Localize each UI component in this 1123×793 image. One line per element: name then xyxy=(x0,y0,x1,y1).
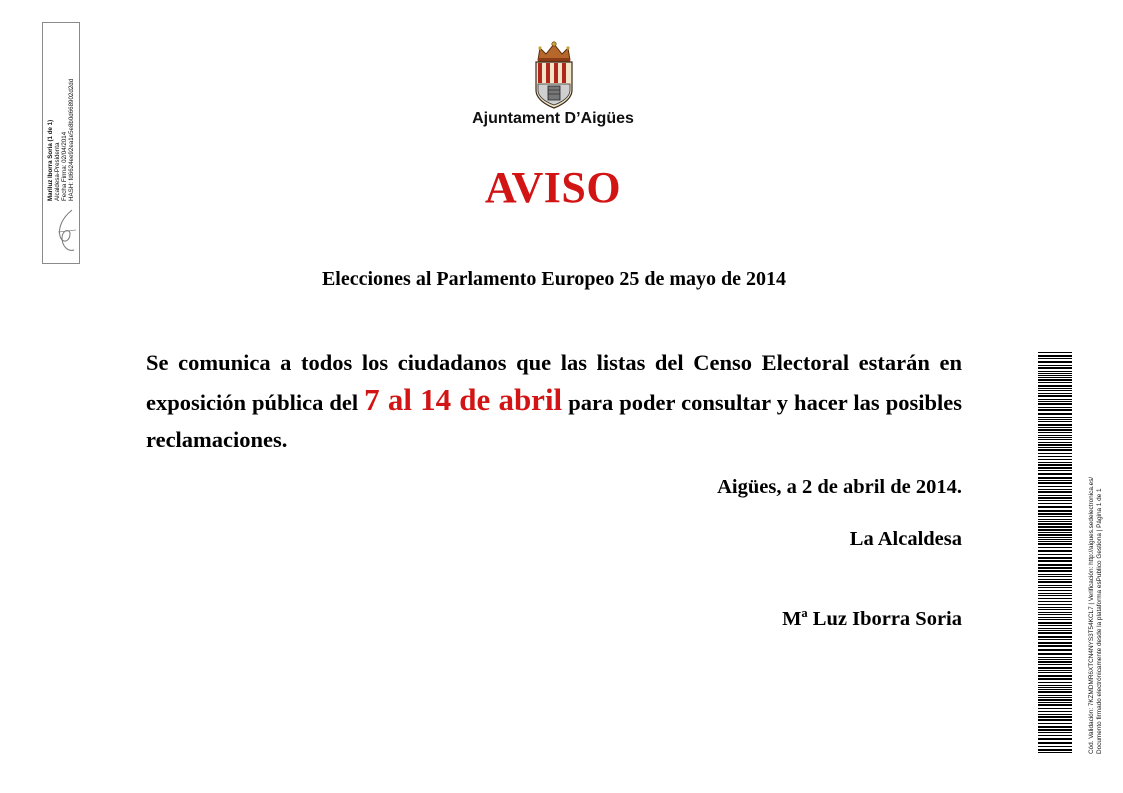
barcode-bar xyxy=(1038,407,1072,408)
barcode-bar xyxy=(1038,672,1072,673)
barcode-bar xyxy=(1038,704,1072,706)
barcode-bar xyxy=(1038,500,1072,501)
barcode-bar xyxy=(1038,667,1072,669)
barcode-bar xyxy=(1038,585,1072,586)
barcode-bar xyxy=(1038,567,1072,569)
barcode-bar xyxy=(1038,675,1072,677)
barcode-bar xyxy=(1038,526,1072,528)
barcode-bar xyxy=(1038,506,1072,508)
barcode-bar xyxy=(1038,467,1072,469)
barcode-bar xyxy=(1038,365,1072,366)
barcode-bar xyxy=(1038,367,1072,369)
barcode-bar xyxy=(1038,699,1072,701)
barcode-bar xyxy=(1038,697,1072,698)
barcode-bar xyxy=(1038,395,1072,397)
place-date-line: Aigües, a 2 de abril de 2014. xyxy=(717,476,962,498)
barcode-bar xyxy=(1038,447,1072,448)
signatory-name: Mª Luz Iborra Soria xyxy=(782,608,962,630)
barcode-bar xyxy=(1038,491,1072,493)
validation-code-line: Cód. Validación: 7KZMDMR6XTCN4NYS3T54KCL7 | Verificación: http://aigues.sedelectronica.es/ xyxy=(1088,476,1095,754)
barcode-bar xyxy=(1038,409,1072,411)
barcode-bar xyxy=(1038,456,1072,457)
barcode-bar xyxy=(1038,495,1072,496)
barcode-bar xyxy=(1038,388,1072,389)
barcode-bar xyxy=(1038,576,1072,577)
barcode-bar xyxy=(1038,564,1072,566)
barcode-bar xyxy=(1038,486,1072,487)
barcode-bar xyxy=(1038,645,1072,647)
signature-hash-line: HASH: fd6624ee92ea1e5e8b0d668902d2dd xyxy=(68,78,76,201)
barcode-bar xyxy=(1038,689,1072,690)
barcode-bar xyxy=(1038,554,1072,555)
handwritten-signature xyxy=(52,206,80,256)
signature-stamp-text xyxy=(43,25,79,201)
barcode-bar xyxy=(1038,723,1072,724)
barcode-bar xyxy=(1038,661,1072,663)
barcode-bar xyxy=(1038,708,1072,709)
barcode-bar xyxy=(1038,523,1072,525)
barcode-bar xyxy=(1038,630,1072,631)
election-heading: Elecciones al Parlamento Europeo 25 de mayo de 2014 xyxy=(321,268,787,290)
barcode-bar xyxy=(1038,560,1072,562)
barcode-bar xyxy=(1038,503,1072,504)
barcode-bar xyxy=(1038,587,1072,588)
barcode-bar xyxy=(1038,639,1072,640)
barcode-bar xyxy=(1038,382,1072,383)
signature-date-line: Fecha Firma: 02/04/2014 xyxy=(61,131,68,201)
barcode-bar xyxy=(1038,534,1072,536)
barcode-bar xyxy=(1038,695,1072,696)
barcode-bar xyxy=(1038,622,1072,624)
barcode-bar xyxy=(1038,510,1072,512)
barcode-bar xyxy=(1038,437,1072,438)
barcode-bar xyxy=(1038,581,1072,583)
barcode-bar xyxy=(1038,649,1072,651)
notice-body xyxy=(146,344,962,458)
barcode-bar xyxy=(1038,670,1072,671)
barcode-bar xyxy=(1038,653,1072,655)
barcode-bar xyxy=(1038,355,1072,357)
barcode-bar xyxy=(1038,470,1072,471)
barcode-bar xyxy=(1038,636,1072,638)
platform-info-line: Documento firmado electrónicamente desde la plataforma esPublico Gestiona | Página 1 de 1 xyxy=(1095,488,1103,754)
barcode-bar xyxy=(1038,521,1072,522)
barcode-bar xyxy=(1038,598,1072,599)
barcode-bar xyxy=(1038,593,1072,594)
barcode-bar xyxy=(1038,682,1072,683)
barcode-bar xyxy=(1038,550,1072,552)
barcode-bar xyxy=(1038,657,1072,658)
barcode-bar xyxy=(1038,714,1072,715)
barcode-bar xyxy=(1038,377,1072,378)
municipality-name: Ajuntament D’Aigües xyxy=(472,110,634,127)
barcode-bar xyxy=(1038,429,1072,431)
barcode-bar xyxy=(1038,427,1072,428)
barcode-bar xyxy=(1038,617,1072,618)
barcode-bar xyxy=(1038,519,1072,520)
barcode-bar xyxy=(1038,419,1072,420)
barcode-bar xyxy=(1038,442,1072,443)
barcode-bar xyxy=(1038,632,1072,634)
barcode-bar xyxy=(1038,628,1072,629)
notice-body-text-start: Se comunica a todos los ciudadanos que las listas del Censo Electoral estarán en exposición pública del xyxy=(146,350,962,415)
barcode-bar xyxy=(1038,477,1072,479)
notice-title: AVISO xyxy=(484,163,622,212)
barcode-bar xyxy=(1038,687,1072,688)
barcode-bar xyxy=(1038,393,1072,394)
notice-body-text-end: para poder consultar y hacer las posibles reclamaciones. xyxy=(146,390,962,452)
barcode-bar xyxy=(1038,361,1072,363)
barcode-bar xyxy=(1038,435,1072,436)
barcode-bar xyxy=(1038,619,1072,620)
barcode-bar xyxy=(1038,482,1072,484)
barcode-bar xyxy=(1038,612,1072,613)
barcode-bar xyxy=(1038,604,1072,605)
barcode-bar xyxy=(1038,459,1072,460)
signer-line: Mariluz Iborra Soria (1 de 1) xyxy=(46,119,54,201)
barcode-bar xyxy=(1038,373,1072,374)
barcode-bar xyxy=(1038,417,1072,418)
barcode-bar xyxy=(1038,371,1072,372)
barcode-bar xyxy=(1038,385,1072,387)
barcode-bar xyxy=(1038,532,1072,533)
barcode-bar xyxy=(1038,401,1072,402)
barcode-bar xyxy=(1038,570,1072,572)
barcode-bar xyxy=(1038,746,1072,747)
barcode-bar xyxy=(1038,352,1072,353)
barcode-bar xyxy=(1038,537,1072,538)
barcode-bar xyxy=(1038,732,1072,733)
barcode-bar xyxy=(1038,480,1072,481)
barcode-bar xyxy=(1038,711,1072,712)
barcode-bar xyxy=(1038,421,1072,422)
barcode-bar xyxy=(1038,752,1072,753)
barcode-bar xyxy=(1038,614,1072,615)
barcode-bar xyxy=(1038,601,1072,602)
signatory-role: La Alcaldesa xyxy=(849,528,962,550)
barcode-bar xyxy=(1038,738,1072,740)
barcode-bar xyxy=(1038,473,1072,475)
barcode-bar xyxy=(1038,453,1072,454)
barcode-bar xyxy=(1038,607,1072,608)
barcode-icon xyxy=(1038,352,1072,754)
barcode-bar xyxy=(1038,449,1072,451)
barcode-bar xyxy=(1038,702,1072,703)
signer-role-line: Alcaldesa-Presidenta xyxy=(53,142,61,201)
barcode-bar xyxy=(1038,574,1072,575)
barcode-bar xyxy=(1038,529,1072,531)
barcode-bar xyxy=(1038,413,1072,415)
barcode-bar xyxy=(1038,432,1072,433)
barcode-bar xyxy=(1038,716,1072,718)
barcode-bar xyxy=(1038,379,1072,381)
barcode-bar xyxy=(1038,543,1072,545)
barcode-bar xyxy=(1038,729,1072,731)
barcode-bar xyxy=(1038,462,1072,463)
barcode-bar xyxy=(1038,399,1072,400)
barcode-bar xyxy=(1038,735,1072,736)
barcode-bar xyxy=(1038,742,1072,744)
barcode-bar xyxy=(1038,726,1072,728)
barcode-bar xyxy=(1038,749,1072,751)
barcode-bar xyxy=(1038,659,1072,660)
barcode-bar xyxy=(1038,444,1072,446)
barcode-bar xyxy=(1038,539,1072,540)
barcode-bar xyxy=(1038,557,1072,559)
barcode-bar xyxy=(1038,464,1072,466)
barcode-bar xyxy=(1038,664,1072,665)
barcode-bar xyxy=(1038,375,1072,376)
barcode-bar xyxy=(1038,719,1072,721)
barcode-bar xyxy=(1038,403,1072,405)
barcode-bar xyxy=(1038,541,1072,542)
barcode-bar xyxy=(1038,678,1072,680)
barcode-bar xyxy=(1038,609,1072,610)
municipal-crest-icon xyxy=(532,40,576,110)
barcode-bar xyxy=(1038,489,1072,490)
barcode-bar xyxy=(1038,513,1072,515)
barcode-bar xyxy=(1038,691,1072,693)
barcode-bar xyxy=(1038,439,1072,440)
validation-strip xyxy=(1088,354,1103,754)
barcode-bar xyxy=(1038,579,1072,580)
barcode-bar xyxy=(1038,642,1072,644)
barcode-bar xyxy=(1038,516,1072,517)
barcode-bar xyxy=(1038,390,1072,391)
barcode-bar xyxy=(1038,625,1072,626)
barcode-bar xyxy=(1038,595,1072,596)
barcode-bar xyxy=(1038,424,1072,426)
barcode-bar xyxy=(1038,590,1072,591)
barcode-bar xyxy=(1038,547,1072,548)
exhibition-dates-highlight: 7 al 14 de abril xyxy=(364,382,563,417)
barcode-bar xyxy=(1038,497,1072,499)
barcode-bar xyxy=(1038,358,1072,359)
barcode-bar xyxy=(1038,685,1072,686)
